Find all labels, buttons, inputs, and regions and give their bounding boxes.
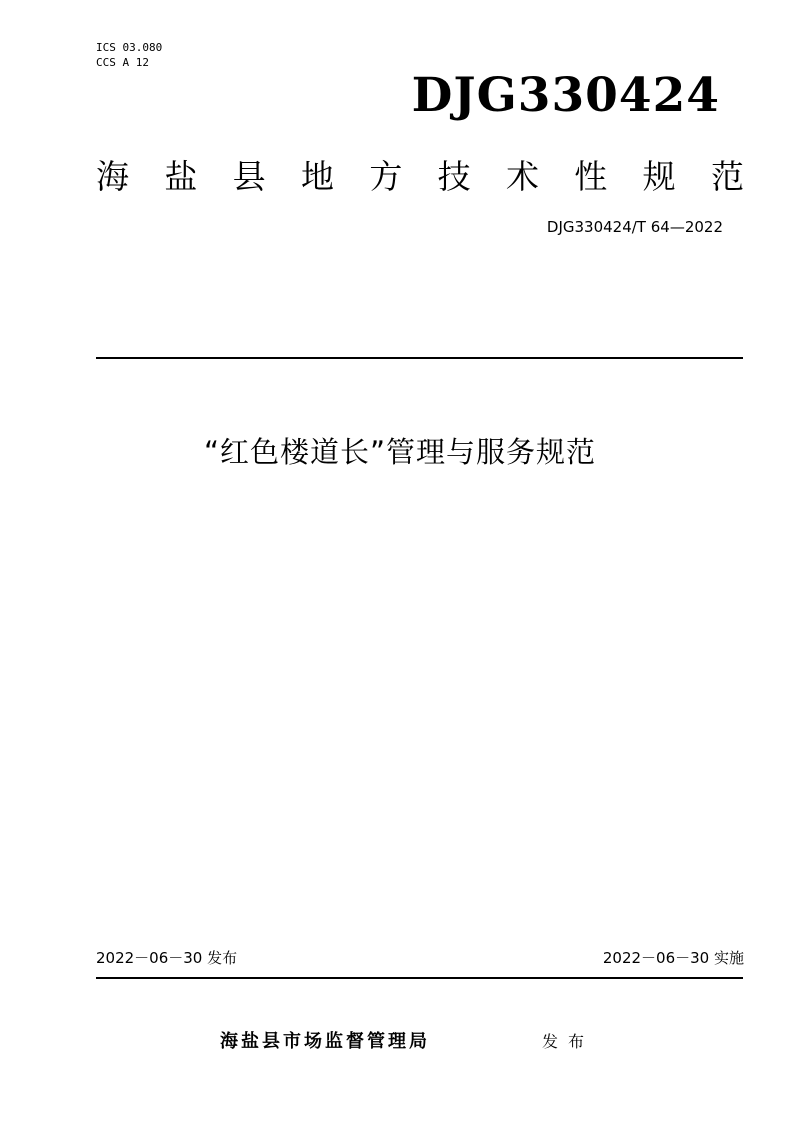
document-title: “红色楼道长”管理与服务规范 [203,435,597,469]
doc-type-char: 技 [437,157,471,196]
bottom-divider [96,977,743,979]
ics-block [96,40,162,70]
publish-date: 2022－06－30 发布 [96,949,238,967]
doc-type-char: 海 [96,157,129,196]
ccs-code: CCS A 12 [96,56,149,69]
ics-code: ICS 03.080 [96,41,163,54]
doc-number: DJG330424/T 64—2022 [546,218,723,236]
doc-type-char: 规 [642,157,676,196]
issue-label: 发布 [542,1032,595,1051]
doc-type-char: 范 [710,157,744,196]
issuer-name: 海盐县市场监督管理局 [220,1031,430,1052]
doc-type-char: 性 [574,157,608,196]
doc-type-char: 盐 [164,157,198,196]
doc-type-heading [96,152,744,202]
standard-code: DJG330424 [411,68,720,123]
top-divider [96,357,743,359]
doc-type-char: 地 [300,157,334,196]
doc-type-char: 方 [369,157,403,196]
implement-date: 2022－06－30 实施 [602,949,744,967]
doc-type-char: 县 [232,157,266,196]
doc-type-char: 术 [505,157,539,196]
